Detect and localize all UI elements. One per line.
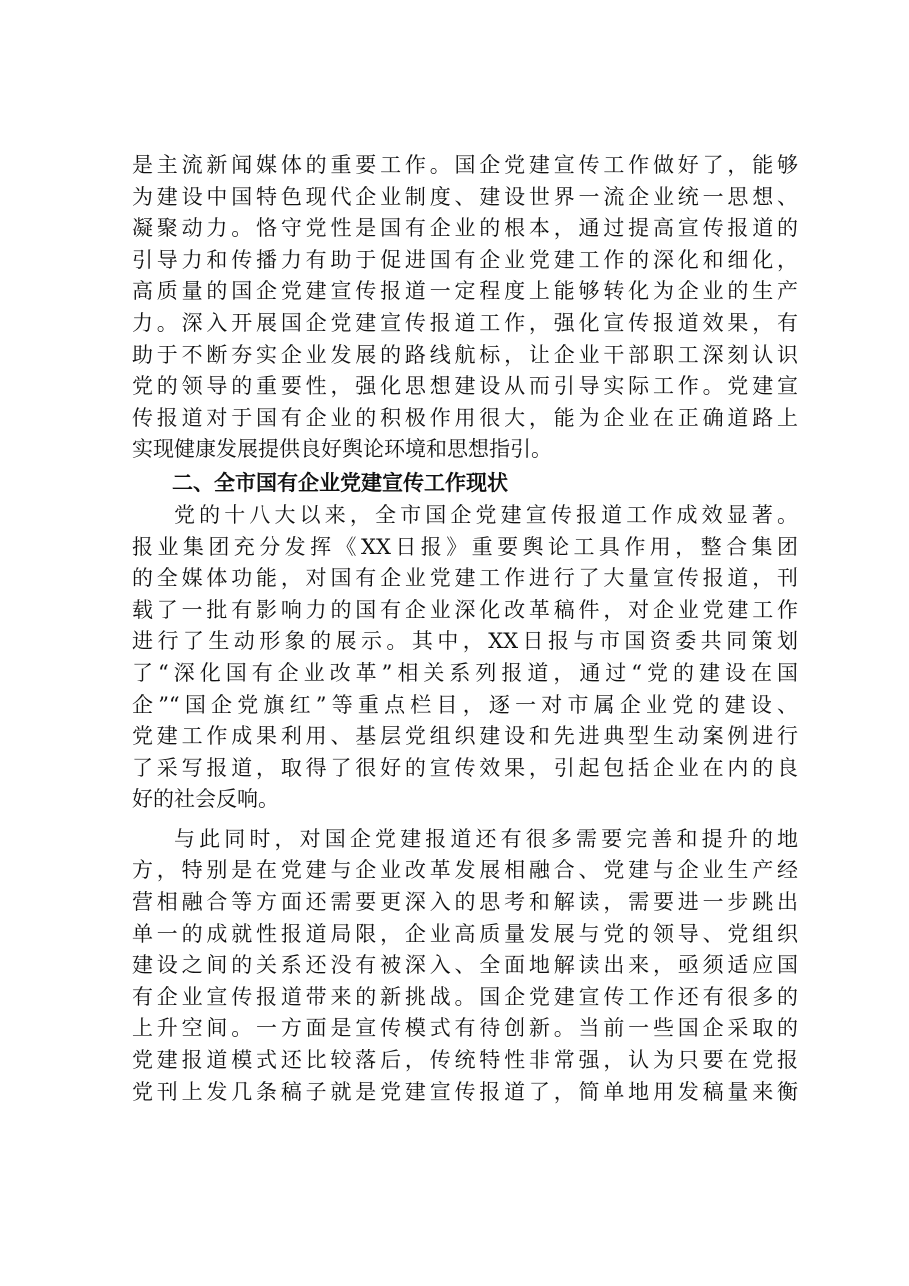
paragraph-line: 党刊上发几条稿子就是党建宣传报道了，简单地用发稿量来衡	[132, 1079, 798, 1104]
paragraph-spacer	[132, 816, 798, 824]
paragraph-line: 了“深化国有企业改革”相关系列报道，通过“党的建设在国	[132, 660, 798, 685]
paragraph-3	[132, 824, 798, 1108]
paragraph-line: 党建工作成果利用、基层党组织建设和先进典型生动案例进行	[132, 724, 798, 749]
paragraph-line: 的全媒体功能，对国有企业党建工作进行了大量宣传报道，刊	[132, 566, 798, 591]
paragraph-line: 有企业宣传报道带来的新挑战。国企党建宣传工作还有很多的	[132, 984, 798, 1009]
paragraph-line: 党建报道模式还比较落后，传统特性非常强，认为只要在党报	[132, 1048, 798, 1073]
section-heading: 二、全市国有企业党建宣传工作现状	[172, 470, 508, 495]
paragraph-line: 上升空间。一方面是宣传模式有待创新。当前一些国企采取的	[132, 1016, 798, 1041]
paragraph-line: 进行了生动形象的展示。其中，XX日报与市国资委共同策划	[132, 629, 798, 654]
paragraph-line: 为建设中国特色现代企业制度、建设世界一流企业统一思想、	[132, 184, 798, 209]
paragraph-line: 是主流新闻媒体的重要工作。国企党建宣传工作做好了，能够	[132, 153, 798, 177]
paragraph-line: 高质量的国企党建宣传报道一定程度上能够转化为企业的生产	[132, 279, 798, 304]
paragraph-line: 力。深入开展国企党建宣传报道工作，强化宣传报道效果，有	[132, 310, 798, 335]
paragraph-line: 实现健康发展提供良好舆论环境和思想指引。	[132, 437, 552, 462]
paragraph-line: 建设之间的关系还没有被深入、全面地解读出来，亟须适应国	[132, 953, 798, 978]
paragraph-line: 引导力和传播力有助于促进国有企业党建工作的深化和细化，	[132, 247, 798, 272]
paragraph-line: 载了一批有影响力的国有企业深化改革稿件，对企业党建工作	[132, 597, 798, 622]
paragraph-line: 好的社会反响。	[132, 787, 279, 812]
paragraph-line: 党的十八大以来，全市国企党建宣传报道工作成效显著。	[174, 502, 798, 527]
paragraph-line: 企”“国企党旗红”等重点栏目，逐一对市属企业党的建设、	[132, 692, 798, 717]
paragraph-1	[132, 150, 798, 466]
paragraph-line: 传报道对于国有企业的积极作用很大，能为企业在正确道路上	[132, 405, 798, 430]
paragraph-line: 助于不断夯实企业发展的路线航标，让企业干部职工深刻认识	[132, 342, 798, 367]
paragraph-line: 凝聚动力。恪守党性是国有企业的根本，通过提高宣传报道的	[132, 216, 798, 241]
paragraph-line: 方，特别是在党建与企业改革发展相融合、党建与企业生产经	[132, 858, 798, 883]
paragraph-line: 单一的成就性报道局限，企业高质量发展与党的领导、党组织	[132, 921, 798, 946]
paragraph-line: 党的领导的重要性，强化思想建设从而引导实际工作。党建宣	[132, 374, 798, 399]
document-body	[132, 150, 798, 1108]
paragraph-line: 了采写报道，取得了很好的宣传效果，引起包括企业在内的良	[132, 755, 798, 780]
paragraph-line: 营相融合等方面还需要更深入的思考和解读，需要进一步跳出	[132, 890, 798, 915]
paragraph-line: 报业集团充分发挥《XX日报》重要舆论工具作用，整合集团	[132, 534, 798, 559]
paragraph-line: 与此同时，对国企党建报道还有很多需要完善和提升的地	[174, 826, 798, 851]
paragraph-2	[132, 500, 798, 816]
